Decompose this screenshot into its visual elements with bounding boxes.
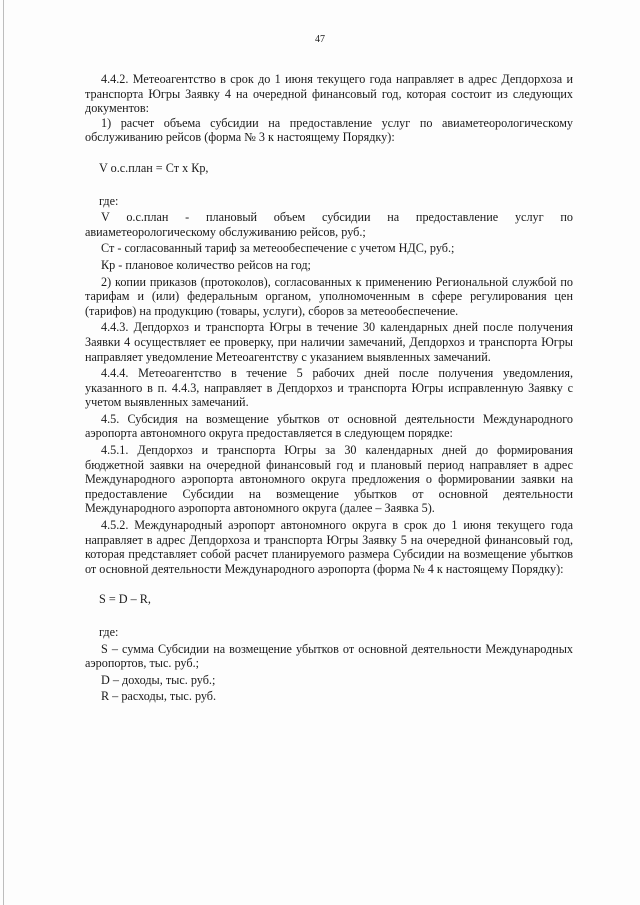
paragraph-4-5: 4.5. Субсидия на возмещение убытков от основной деятельности Международного аэропорта автономного округа предоставляется в следующем порядке: — [85, 411, 573, 441]
definition-d: D – доходы, тыс. руб.; — [101, 672, 216, 687]
page-number: 47 — [315, 34, 325, 45]
definition-kr: Кр - плановое количество рейсов на год; — [101, 257, 311, 272]
scan-edge — [3, 0, 4, 905]
where-label-2: где: — [99, 625, 119, 639]
paragraph-4-5-2: 4.5.2. Международный аэропорт автономного округа в срок до 1 июня текущего года направляет в адрес Депдорхоза и транспорта Югры Заявку 5 на очередной финансовый год, которая представляет собой расчет планируемого размера Субсидии на возмещение убытков от основной деятельности Международного аэропорта (форма № 4 к настоящему Порядку): — [85, 518, 573, 576]
definition-s: S – сумма Субсидии на возмещение убытков от основной деятельности Международных аэропортов, тыс. руб.; — [85, 641, 573, 671]
list-item-2: 2) копии приказов (протоколов), согласованных к применению Региональной службой по тарифам и (или) федеральным органом, уполномоченным в сфере регулирования цен (тарифов) на продукцию (товары, услуги), сборов за метеообеспечение. — [85, 274, 573, 318]
list-item-1: 1) расчет объема субсидии на предоставление услуг по авиаметеорологическому обслуживанию рейсов (форма № 3 к настоящему Порядку): — [85, 115, 573, 145]
where-label-1: где: — [99, 193, 119, 208]
definition-st: Ст - согласованный тариф за метеообеспечение с учетом НДС, руб.; — [101, 241, 455, 256]
definition-v-plan: V о.с.план - плановый объем субсидии на предоставление услуг по авиаметеорологическому обслуживанию рейсов, руб.; — [85, 210, 573, 239]
formula-subsidy-volume: V о.с.план = Ст х Кр, — [99, 160, 209, 175]
paragraph-4-4-3: 4.4.3. Депдорхоз и транспорта Югры в течение 30 календарных дней после получения Заявки 4 осуществляет ее проверку, при наличии замечаний, Депдорхоз и транспорта Югры направляет уведомление Метеоагентству с указанием выявленных замечаний. — [85, 320, 573, 364]
formula-subsidy-amount: S = D – R, — [99, 592, 151, 607]
document-body — [85, 72, 573, 704]
definition-r: R – расходы, тыс. руб. — [101, 689, 217, 704]
paragraph-4-4-4: 4.4.4. Метеоагентство в течение 5 рабочих дней после получения уведомления, указанного в п. 4.4.3, направляет в Депдорхоз и транспорта Югры исправленную Заявку с учетом выявленных замечаний. — [85, 366, 573, 410]
paragraph-4-4-2: 4.4.2. Метеоагентство в срок до 1 июня текущего года направляет в адрес Депдорхоза и транспорта Югры Заявку 4 на очередной финансовый год, которая состоит из следующих документов: — [85, 72, 573, 116]
paragraph-4-5-1: 4.5.1. Депдорхоз и транспорта Югры за 30 календарных дней до формирования бюджетной заявки на очередной финансовый год и плановый период направляет в адрес Международного аэропорта автономного округа предложения о формировании заявки на предоставление Субсидии на возмещение убытков от основной деятельности Международного аэропорта автономного округа (далее – Заявка 5). — [85, 443, 573, 516]
